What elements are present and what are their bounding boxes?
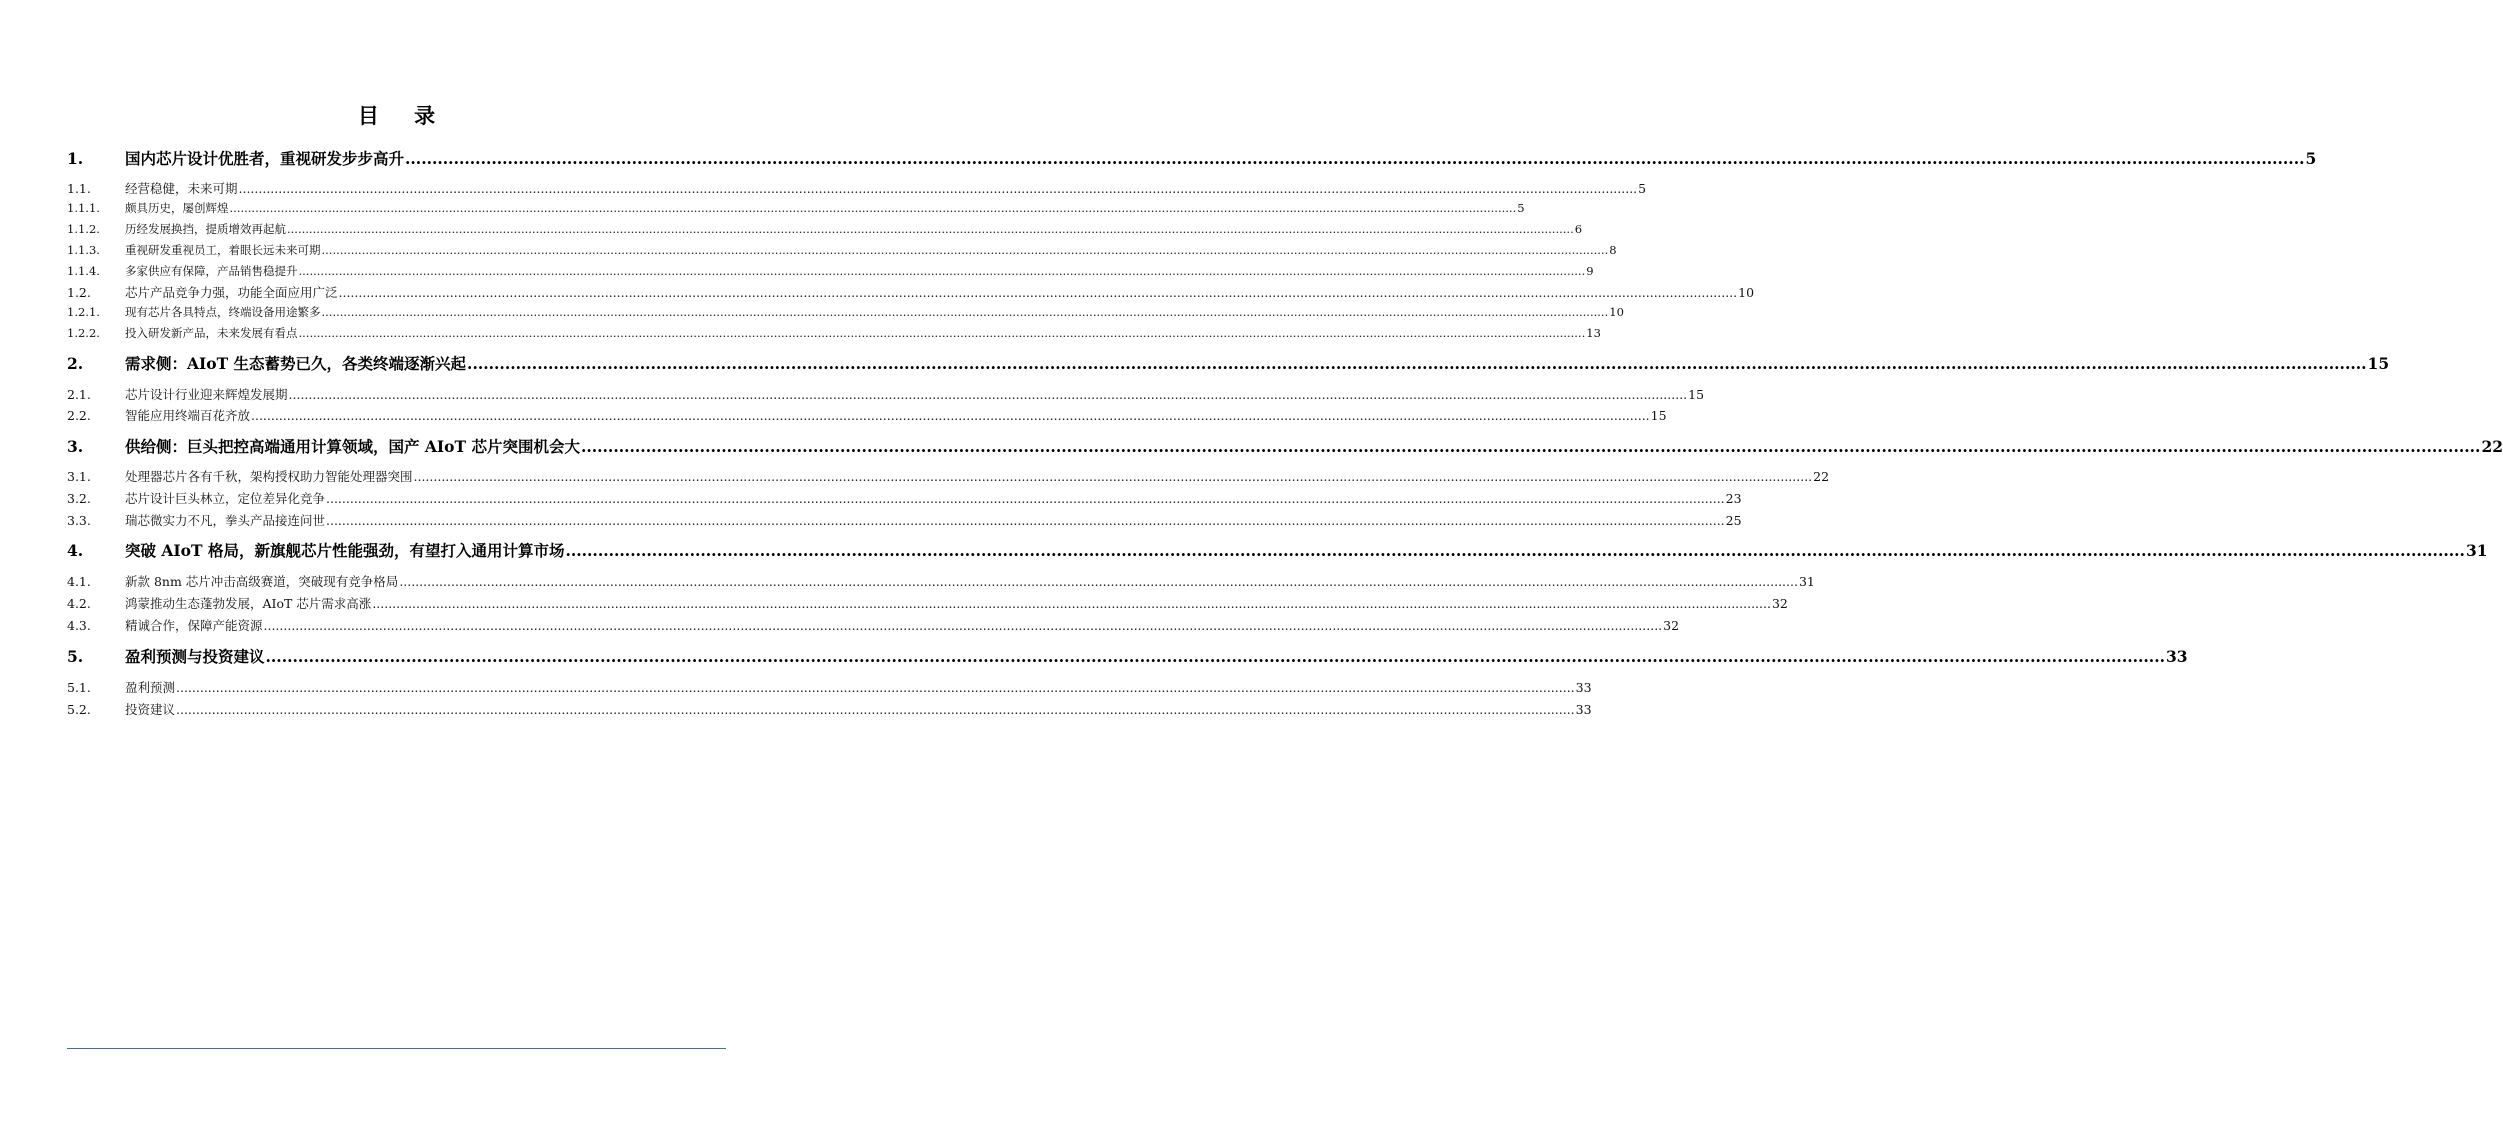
entry-page: 15: [2367, 354, 2390, 373]
entry-title: 处理器芯片各有千秋，架构授权助力智能处理器突围: [125, 469, 413, 484]
entry-title: 投入研发新产品，未来发展有看点: [125, 326, 298, 340]
toc-entry[interactable]: [67, 283, 1755, 303]
entry-title: 盈利预测与投资建议: [125, 647, 265, 666]
entry-title: 现有芯片各具特点，终端设备用途繁多: [125, 305, 321, 319]
dot-leader: [289, 387, 1688, 402]
entry-page: 5: [1517, 201, 1525, 215]
toc-entry[interactable]: [67, 221, 1583, 241]
dot-leader: [339, 285, 1738, 300]
entry-page: 13: [1586, 326, 1601, 340]
dot-leader: [405, 149, 2304, 168]
dot-leader: [251, 408, 1650, 423]
dot-leader: [287, 222, 1574, 236]
entry-number: 4.: [67, 541, 84, 560]
entry-number: 1.: [67, 149, 84, 168]
toc-entry[interactable]: [67, 435, 2503, 459]
entry-page: 31: [2465, 541, 2488, 560]
entry-page: 5: [1638, 181, 1647, 196]
entry-title: 投资建议: [125, 702, 176, 717]
entry-page: 8: [1609, 243, 1617, 257]
toc-entry[interactable]: [67, 489, 1742, 509]
dot-leader: [326, 491, 1725, 506]
entry-page: 15: [1650, 408, 1667, 423]
entry-page: 32: [1663, 618, 1680, 633]
toc-entry[interactable]: [67, 179, 1647, 199]
entry-page: 33: [2166, 647, 2188, 666]
entry-number: 4.1.: [67, 574, 91, 589]
entry-number: 4.2.: [67, 596, 91, 611]
entry-number: 1.2.2.: [67, 326, 100, 340]
entry-number: 2.: [67, 354, 84, 373]
dot-leader: [176, 680, 1575, 695]
dot-leader: [299, 264, 1586, 278]
toc-title: 目 录: [357, 103, 450, 128]
entry-number: 1.1.: [67, 181, 91, 196]
entry-number: 3.2.: [67, 491, 91, 506]
entry-page: 9: [1586, 264, 1594, 278]
toc-entry[interactable]: [67, 325, 1601, 345]
toc-entry[interactable]: [67, 352, 2390, 376]
dot-leader: [467, 354, 2366, 373]
toc-entry[interactable]: [67, 406, 1667, 426]
entry-number: 1.1.2.: [67, 222, 100, 236]
footer-rule: [67, 1048, 726, 1049]
toc-entry[interactable]: [67, 678, 1592, 698]
entry-page: 25: [1725, 513, 1742, 528]
toc-entry[interactable]: [67, 572, 1815, 592]
toc-entry[interactable]: [67, 242, 1617, 262]
dot-leader: [565, 541, 2464, 560]
toc-entry[interactable]: [67, 511, 1742, 531]
entry-title: 突破 AIoT 格局，新旗舰芯片性能强劲，有望打入通用计算市场: [125, 541, 565, 560]
entry-title: 颇具历史，屡创辉煌: [125, 201, 229, 215]
entry-page: 6: [1574, 222, 1583, 236]
entry-number: 2.1.: [67, 387, 91, 402]
entry-number: 5.1.: [67, 680, 91, 695]
entry-number: 5.2.: [67, 702, 91, 717]
entry-title: 芯片设计巨头林立，定位差异化竞争: [125, 491, 326, 506]
entry-title: 经营稳健，未来可期: [125, 181, 238, 196]
entry-page: 15: [1688, 387, 1705, 402]
entry-number: 1.1.4.: [67, 264, 100, 278]
toc-entry[interactable]: [67, 645, 2188, 669]
toc-entry[interactable]: [67, 539, 2488, 563]
entry-title: 瑞芯微实力不凡，拳头产品接连问世: [125, 513, 326, 528]
entry-page: 23: [1725, 491, 1742, 506]
entry-number: 4.3.: [67, 618, 91, 633]
toc-entry[interactable]: [67, 700, 1592, 720]
dot-leader: [266, 647, 2165, 666]
entry-page: 33: [1575, 680, 1592, 695]
entry-title: 芯片设计行业迎来辉煌发展期: [125, 387, 288, 402]
entry-number: 5.: [67, 647, 84, 666]
entry-title: 芯片产品竞争力强，功能全面应用广泛: [125, 285, 338, 300]
dot-leader: [176, 702, 1575, 717]
entry-title: 历经发展换挡，提质增效再起航: [125, 222, 286, 236]
dot-leader: [581, 437, 2480, 456]
entry-page: 22: [1813, 469, 1830, 484]
entry-page: 32: [1771, 596, 1788, 611]
entry-number: 1.1.3.: [67, 243, 100, 257]
dot-leader: [299, 326, 1586, 340]
toc-entry[interactable]: [67, 385, 1705, 405]
toc-entry[interactable]: [67, 200, 1525, 220]
entry-title: 鸿蒙推动生态蓬勃发展，AIoT 芯片需求高涨: [125, 596, 372, 611]
entry-page: 22: [2481, 437, 2503, 456]
dot-leader: [230, 201, 1517, 215]
entry-number: 2.2.: [67, 408, 91, 423]
entry-title: 精诚合作，保障产能资源: [125, 618, 263, 633]
entry-title: 供给侧：巨头把控高端通用计算领域，国产 AIoT 芯片突围机会大: [125, 437, 580, 456]
entry-page: 5: [2305, 149, 2317, 168]
toc-entry[interactable]: [67, 594, 1788, 614]
entry-number: 1.2.: [67, 285, 91, 300]
entry-page: 10: [1609, 305, 1624, 319]
entry-page: 31: [1798, 574, 1815, 589]
dot-leader: [326, 513, 1725, 528]
entry-title: 国内芯片设计优胜者，重视研发步步高升: [125, 149, 405, 168]
entry-title: 需求侧：AIoT 生态蓄势已久，各类终端逐渐兴起: [125, 354, 467, 373]
entry-title: 新款 8nm 芯片冲击高级赛道，突破现有竞争格局: [125, 574, 399, 589]
entry-title: 重视研发重视员工，着眼长远未来可期: [125, 243, 321, 257]
entry-title: 盈利预测: [125, 680, 176, 695]
dot-leader: [372, 596, 1771, 611]
dot-leader: [399, 574, 1798, 589]
dot-leader: [322, 243, 1609, 257]
entry-title: 多家供应有保障，产品销售稳提升: [125, 264, 298, 278]
entry-page: 10: [1738, 285, 1755, 300]
entry-number: 3.3.: [67, 513, 91, 528]
entry-number: 3.: [67, 437, 84, 456]
toc-entry[interactable]: [67, 616, 1680, 636]
entry-number: 1.2.1.: [67, 305, 100, 319]
dot-leader: [414, 469, 1813, 484]
entry-number: 3.1.: [67, 469, 91, 484]
toc-entry[interactable]: [67, 147, 2317, 171]
entry-number: 1.1.1.: [67, 201, 100, 215]
entry-title: 智能应用终端百花齐放: [125, 408, 251, 423]
dot-leader: [322, 305, 1609, 319]
dot-leader: [239, 181, 1638, 196]
dot-leader: [264, 618, 1663, 633]
toc-entry[interactable]: [67, 467, 1830, 487]
entry-page: 33: [1575, 702, 1592, 717]
toc-entry[interactable]: [67, 304, 1624, 324]
toc-entry[interactable]: [67, 263, 1594, 283]
